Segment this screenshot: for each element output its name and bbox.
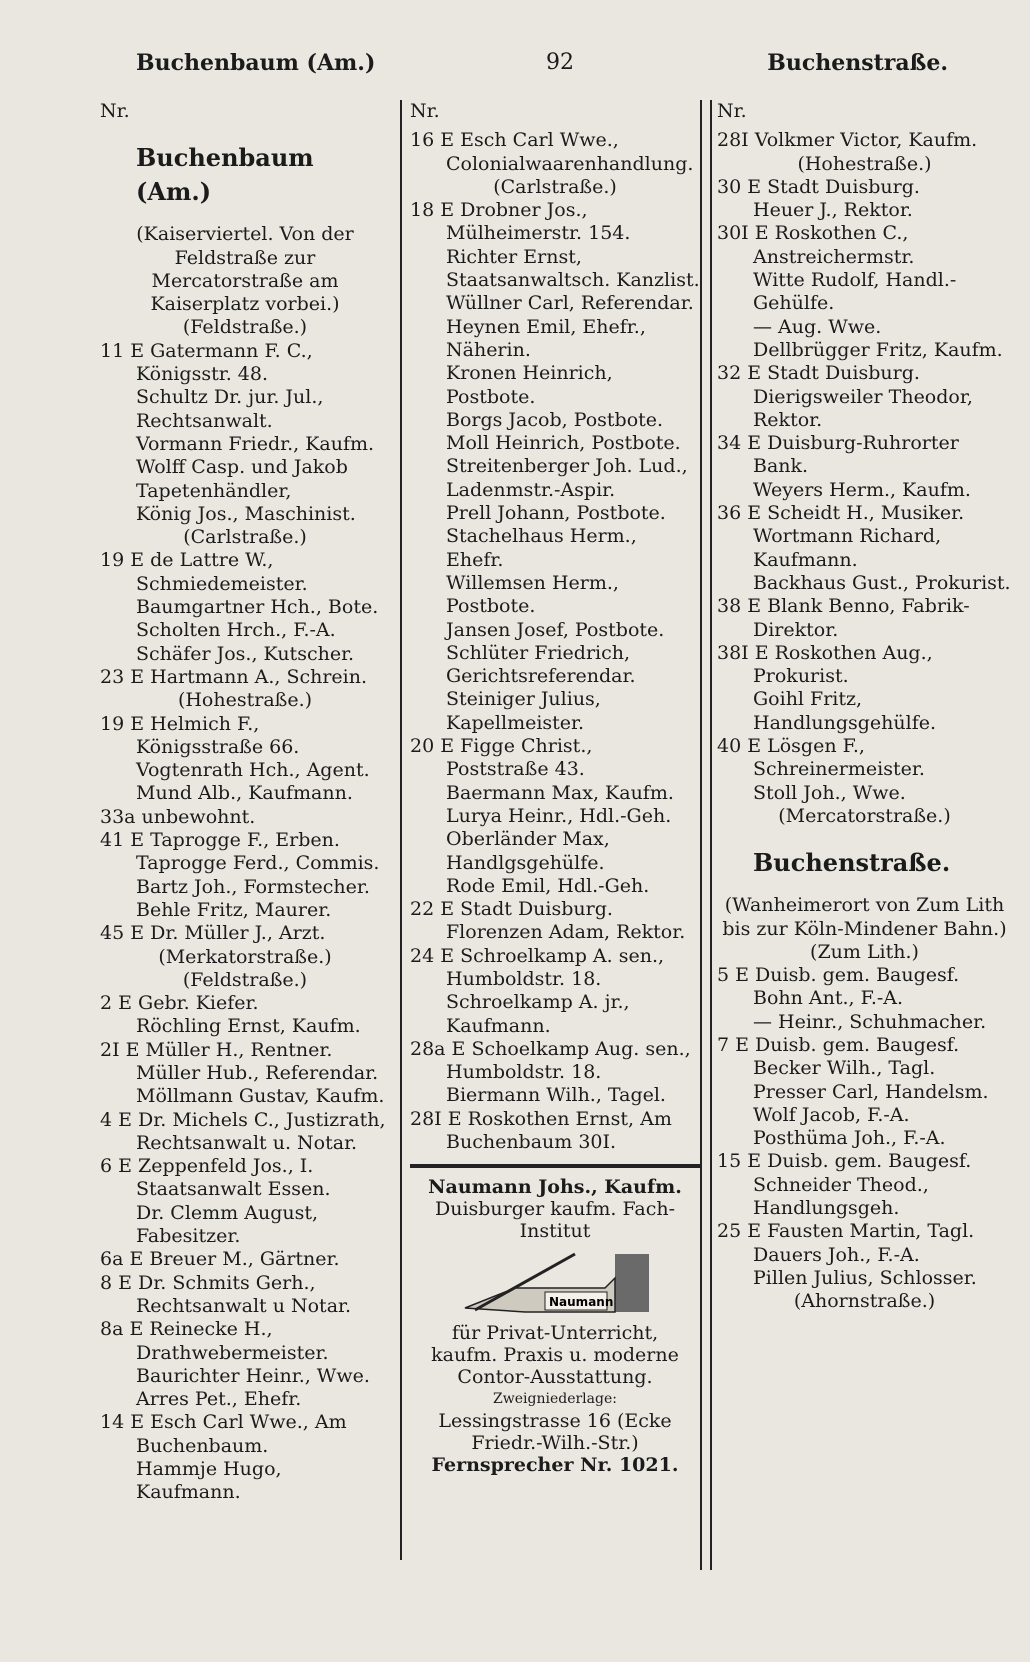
directory-entry: 16 E Esch Carl Wwe., Colonialwaarenhandlung.: [410, 129, 694, 175]
nr-label: Nr.: [100, 100, 130, 122]
directory-entry: 7 E Duisb. gem. Baugesf.: [717, 1033, 960, 1056]
directory-entry: Dr. Clemm August, Fabesitzer.: [136, 1201, 319, 1248]
directory-entry: Schneider Theod., Handlungsgeh.: [753, 1173, 929, 1220]
column-divider: [700, 100, 702, 1570]
directory-entry: Schlüter Friedrich, Gerichtsreferendar.: [446, 641, 636, 688]
directory-entry: 19 E de Lattre W., Schmiedemeister.: [100, 549, 308, 595]
directory-entry: Bartz Joh., Formstecher.: [136, 875, 370, 898]
writing-hand-illustration: [455, 1248, 655, 1318]
street-note: (Kaiserviertel. Von der Feldstraße zur Mercatorstraße am Kaiserplatz vorbei.): [136, 223, 354, 316]
directory-entry: 2 E Gebr. Kiefer.: [100, 992, 259, 1015]
directory-entry: Wolff Casp. und Jakob Tapetenhändler,: [136, 456, 348, 502]
header-right: Buchenstraße.: [767, 50, 948, 76]
directory-entry: 2I E Müller H., Rentner.: [100, 1038, 333, 1061]
directory-entry: Taprogge Ferd., Commis.: [136, 852, 380, 875]
directory-entry: 14 E Esch Carl Wwe., Am Buchenbaum.: [100, 1411, 347, 1457]
directory-entry: 38I E Roskothen Aug., Prokurist.: [717, 641, 933, 688]
directory-entry: 8a E Reinecke H., Drathwebermeister.: [100, 1318, 329, 1364]
advertisement: [410, 1164, 700, 1476]
directory-entry: Bohn Ant., F.-A.: [753, 987, 904, 1010]
ad-line: Contor-Ausstattung.: [457, 1366, 653, 1389]
directory-entry: 28a E Schoelkamp Aug. sen., Humboldstr. 18.: [410, 1037, 691, 1084]
cross-street: (Ahornstraße.): [793, 1290, 936, 1313]
directory-entry: 30I E Roskothen C., Anstreichermstr.: [717, 222, 915, 268]
cross-street: (Zum Lith.): [810, 940, 919, 963]
directory-entry: Biermann Wilh., Tagel.: [446, 1084, 666, 1107]
directory-entry: 5 E Duisb. gem. Baugesf.: [717, 964, 960, 987]
directory-entry: Witte Rudolf, Handl.-Gehülfe.: [753, 269, 957, 315]
directory-entry: Rode Emil, Hdl.-Geh.: [446, 874, 650, 897]
directory-entry: 36 E Scheidt H., Musiker.: [717, 502, 965, 525]
directory-entry: Röchling Ernst, Kaufm.: [136, 1015, 361, 1038]
directory-entry: Borgs Jacob, Postbote.: [446, 408, 664, 431]
page-number: 92: [546, 50, 574, 75]
directory-entry: 20 E Figge Christ., Poststraße 43.: [410, 735, 593, 781]
directory-entry: Hammje Hugo, Kaufmann.: [136, 1458, 282, 1504]
directory-entry: 23 E Hartmann A., Schrein.: [100, 665, 368, 688]
ad-line: für Privat-Unterricht,: [451, 1322, 659, 1345]
cross-street: (Feldstraße.): [182, 968, 308, 991]
directory-entry: 15 E Duisb. gem. Baugesf.: [717, 1150, 972, 1173]
directory-entry: Vogtenrath Hch., Agent.: [136, 759, 370, 782]
cross-street: (Feldstraße.): [182, 316, 308, 339]
directory-entry: Müller Hub., Referendar.: [136, 1061, 379, 1084]
directory-entry: Schultz Dr. jur. Jul., Rechtsanwalt.: [136, 386, 324, 432]
directory-entry: Baurichter Heinr., Wwe.: [136, 1364, 370, 1387]
directory-entry: Heynen Emil, Ehefr., Näherin.: [446, 315, 646, 361]
cross-street: (Hohestraße.): [177, 689, 313, 712]
directory-entry: Stachelhaus Herm., Ehefr.: [446, 525, 637, 571]
directory-entry: Wortmann Richard, Kaufmann.: [753, 525, 942, 571]
directory-entry: Scholten Hrch., F.-A.: [136, 619, 336, 642]
ad-line: Zweigniederlage:: [493, 1391, 617, 1408]
directory-entry: König Jos., Maschinist.: [136, 502, 356, 525]
directory-entry: 28I Volkmer Victor, Kaufm.: [717, 129, 978, 152]
ad-line: Duisburger kaufm. Fach-: [434, 1198, 676, 1221]
directory-entry: 18 E Drobner Jos., Mülheimerstr. 154.: [410, 199, 631, 245]
street-title: Buchenbaum (Am.): [136, 143, 314, 207]
directory-entry: 32 E Stadt Duisburg.: [717, 362, 920, 385]
directory-entry: Wüllner Carl, Referendar.: [446, 292, 694, 315]
directory-entry: 28I E Roskothen Ernst, Am Buchenbaum 30I.: [410, 1107, 672, 1154]
directory-entry: 25 E Fausten Martin, Tagl.: [717, 1220, 975, 1243]
directory-entry: 4 E Dr. Michels C., Justizrath, Rechtsanwalt u. Notar.: [100, 1108, 386, 1154]
directory-entry: Lurya Heinr., Hdl.-Geh.: [446, 804, 672, 827]
cross-street: (Merkatorstraße.): [158, 945, 332, 968]
directory-entry: 45 E Dr. Müller J., Arzt.: [100, 922, 326, 945]
directory-entry: Becker Wilh., Tagl.: [753, 1057, 936, 1080]
directory-entry: 6 E Zeppenfeld Jos., I. Staatsanwalt Essen.: [100, 1155, 331, 1201]
ad-line: Lessingstrasse 16 (Ecke: [438, 1410, 672, 1433]
directory-entry: 6a E Breuer M., Gärtner.: [100, 1248, 340, 1271]
entry-list: [717, 129, 1012, 828]
directory-entry: 40 E Lösgen F., Schreinermeister.: [717, 735, 925, 781]
directory-entry: Arres Pet., Ehefr.: [136, 1388, 302, 1411]
directory-entry: Möllmann Gustav, Kaufm.: [136, 1085, 385, 1108]
directory-entry: Streitenberger Joh. Lud., Ladenmstr.-Aspir.: [446, 455, 688, 501]
nr-label: Nr.: [410, 100, 440, 122]
directory-entry: Kronen Heinrich, Postbote.: [446, 362, 613, 408]
column-1: [100, 100, 390, 1505]
ad-company: Naumann Johs., Kaufm.: [428, 1176, 682, 1199]
directory-entry: Dierigsweiler Theodor, Rektor.: [753, 385, 973, 431]
directory-entry: 8 E Dr. Schmits Gerh., Rechtsanwalt u Notar.: [100, 1271, 352, 1317]
directory-entry: Moll Heinrich, Postbote.: [446, 432, 681, 455]
directory-entry: Wolf Jacob, F.-A.: [753, 1103, 910, 1126]
directory-entry: 22 E Stadt Duisburg.: [410, 898, 613, 921]
directory-entry: Schäfer Jos., Kutscher.: [136, 642, 355, 665]
directory-entry: Schroelkamp A. jr., Kaufmann.: [446, 991, 630, 1037]
column-divider: [710, 100, 712, 1570]
directory-entry: 38 E Blank Benno, Fabrik-Direktor.: [717, 595, 970, 641]
column-2: [410, 100, 700, 1476]
ad-line: Institut: [519, 1220, 591, 1243]
directory-entry: 30 E Stadt Duisburg.: [717, 175, 920, 198]
directory-entry: 19 E Helmich F., Königsstraße 66.: [100, 712, 300, 758]
directory-entry: Heuer J., Rektor.: [753, 199, 913, 222]
directory-entry: Weyers Herm., Kaufm.: [753, 478, 971, 501]
directory-entry: Posthüma Joh., F.-A.: [753, 1127, 946, 1150]
directory-entry: Willemsen Herm., Postbote.: [446, 571, 619, 618]
ad-line: Friedr.-Wilh.-Str.): [471, 1432, 639, 1455]
ad-phone: Fernsprecher Nr. 1021.: [431, 1454, 679, 1477]
street-title: Buchenstraße.: [753, 848, 951, 878]
directory-entry: Stoll Joh., Wwe.: [753, 781, 906, 804]
directory-entry: Mund Alb., Kaufmann.: [136, 782, 353, 805]
street-note: (Wanheimerort von Zum Lith bis zur Köln-Mindener Bahn.): [722, 894, 1007, 940]
ad-line: kaufm. Praxis u. moderne: [431, 1344, 679, 1367]
header-left: Buchenbaum (Am.): [136, 50, 376, 76]
directory-entry: 34 E Duisburg-Ruhrorter Bank.: [717, 432, 959, 478]
directory-entry: 24 E Schroelkamp A. sen., Humboldstr. 18.: [410, 944, 665, 990]
directory-entry: Dellbrügger Fritz, Kaufm.: [753, 338, 1003, 361]
directory-entry: 33a unbewohnt.: [100, 805, 256, 828]
directory-entry: Baermann Max, Kaufm.: [446, 781, 674, 804]
directory-entry: — Aug. Wwe.: [753, 315, 882, 338]
directory-entry: Jansen Josef, Postbote.: [446, 618, 665, 641]
directory-entry: Richter Ernst, Staatsanwaltsch. Kanzlist.: [446, 245, 700, 292]
cross-street: (Hohestraße.): [797, 152, 932, 175]
directory-entry: Goihl Fritz, Handlungsgehülfe.: [753, 688, 937, 734]
directory-entry: Steiniger Julius, Kapellmeister.: [446, 688, 601, 734]
directory-entry: 11 E Gatermann F. C., Königsstr. 48.: [100, 339, 313, 386]
ad-image-label: Naumann: [549, 1295, 614, 1310]
column-divider: [400, 100, 402, 1560]
entry-list: [717, 941, 1012, 1314]
directory-entry: Pillen Julius, Schlosser.: [753, 1266, 977, 1289]
directory-entry: Oberländer Max, Handlgsgehülfe.: [446, 828, 610, 874]
cross-street: (Mercatorstraße.): [778, 804, 951, 827]
cross-street: (Carlstraße.): [493, 175, 617, 198]
directory-entry: Backhaus Gust., Prokurist.: [753, 571, 1011, 594]
directory-entry: 41 E Taprogge F., Erben.: [100, 829, 340, 852]
directory-entry: Baumgartner Hch., Bote.: [136, 596, 379, 619]
directory-entry: Florenzen Adam, Rektor.: [446, 921, 686, 944]
column-3: [717, 100, 1012, 1314]
entry-list: [100, 316, 390, 1504]
directory-entry: Behle Fritz, Maurer.: [136, 898, 332, 921]
entry-list: [410, 129, 700, 1154]
directory-entry: Vormann Friedr., Kaufm.: [136, 432, 375, 455]
nr-label: Nr.: [717, 100, 747, 122]
directory-entry: Presser Carl, Handelsm.: [753, 1080, 989, 1103]
directory-entry: Dauers Joh., F.-A.: [753, 1243, 920, 1266]
directory-entry: — Heinr., Schuhmacher.: [753, 1010, 987, 1033]
directory-entry: Prell Johann, Postbote.: [446, 502, 666, 525]
cross-street: (Carlstraße.): [183, 526, 307, 549]
